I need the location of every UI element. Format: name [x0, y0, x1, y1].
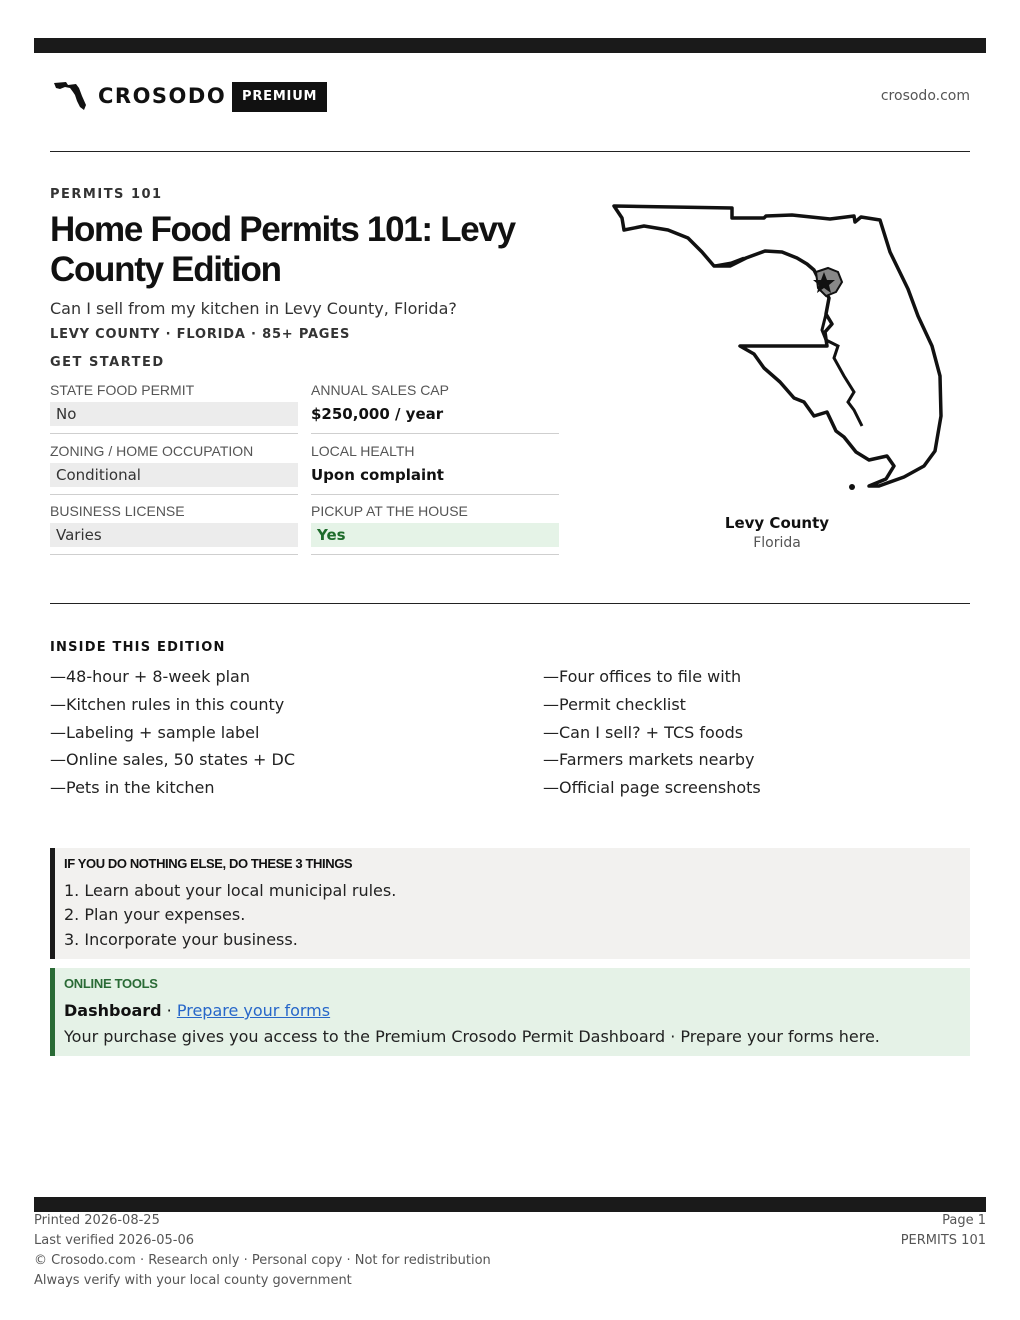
prepare-forms-link[interactable]: Prepare your forms [176, 1001, 331, 1020]
header-divider [50, 151, 970, 152]
callout-heading: IF YOU DO NOTHING ELSE, DO THESE 3 THINGS [64, 856, 353, 871]
fact-label: STATE FOOD PERMIT [50, 382, 195, 398]
online-tools-heading: ONLINE TOOLS [64, 976, 158, 991]
page-subtitle: Can I sell from my kitchen in Levy County, Florida? [50, 299, 457, 318]
florida-map [604, 196, 948, 496]
callout-item: 2. Plan your expenses. [64, 905, 246, 924]
fact-value: Conditional [50, 463, 298, 487]
callout-item: 1. Learn about your local municipal rules. [64, 881, 397, 900]
header [50, 78, 970, 118]
top-bar [34, 38, 986, 53]
florida-outline [614, 206, 941, 486]
contents-list-right [543, 666, 963, 805]
contents-item: —Pets in the kitchen [50, 778, 215, 798]
page-number: Page 1 [942, 1213, 986, 1228]
section-kicker: PERMITS 101 [50, 187, 163, 202]
printed-date: Printed 2026-08-25 [34, 1213, 160, 1228]
contents-item: —Kitchen rules in this county [50, 694, 285, 714]
fact-label: LOCAL HEALTH [311, 443, 415, 459]
callout-item: 3. Incorporate your business. [64, 930, 298, 949]
fact-label: BUSINESS LICENSE [50, 503, 185, 519]
online-tools-callout [50, 968, 970, 1056]
fact-value: Varies [50, 523, 298, 547]
dashboard-label: Dashboard [64, 1001, 162, 1020]
contents-item: —Official page screenshots [543, 778, 761, 798]
inside-heading: INSIDE THIS EDITION [50, 640, 226, 655]
florida-logo-icon [52, 80, 88, 112]
contents-item: —Four offices to file with [543, 667, 742, 686]
fact-value: $250,000 / year [311, 405, 444, 423]
map-state-name: Florida [753, 535, 801, 551]
fact-value: Yes [311, 523, 559, 547]
contents-item: —48-hour + 8-week plan [50, 667, 250, 686]
contents-item: —Permit checklist [543, 694, 686, 714]
contents-item: —Online sales, 50 states + DC [50, 750, 296, 770]
fact-label: ANNUAL SALES CAP [311, 382, 449, 398]
edition-meta: LEVY COUNTY · FLORIDA · 85+ PAGES [50, 327, 351, 342]
premium-badge: PREMIUM [232, 82, 327, 112]
fact-zoning [50, 443, 298, 495]
verified-date: Last verified 2026-05-06 [34, 1233, 194, 1248]
contents-item: —Can I sell? + TCS foods [543, 722, 744, 742]
map-county-name: Levy County [724, 514, 830, 532]
fact-business-license [50, 503, 298, 555]
verify-note: Always verify with your local county government [34, 1273, 352, 1288]
fact-label: ZONING / HOME OCCUPATION [50, 443, 254, 459]
key-west-dot [849, 484, 855, 490]
fact-value: Upon complaint [311, 466, 444, 484]
three-things-callout [50, 848, 970, 959]
fact-pickup [311, 503, 559, 555]
fact-state-food-permit [50, 382, 298, 434]
copyright-notice: © Crosodo.com · Research only · Personal copy · Not for redistribution [34, 1253, 491, 1268]
contents-list-left [50, 666, 470, 805]
dashboard-line [64, 1001, 330, 1020]
separator: · [161, 1001, 177, 1020]
section-divider [50, 603, 970, 604]
contents-item: —Farmers markets nearby [543, 750, 755, 770]
footer-section: PERMITS 101 [900, 1233, 986, 1248]
get-started-heading: GET STARTED [50, 355, 165, 370]
page-title: Home Food Permits 101: Levy County Edition [50, 210, 515, 289]
dashboard-description: Your purchase gives you access to the Premium Crosodo Permit Dashboard · Prepare your forms here. [64, 1027, 880, 1046]
footer-bar [34, 1197, 986, 1212]
fact-local-health [311, 443, 559, 495]
fact-label: PICKUP AT THE HOUSE [311, 503, 468, 519]
brand-name: CROSODO [98, 84, 227, 108]
fact-value: No [50, 402, 298, 426]
contents-item: —Labeling + sample label [50, 722, 260, 742]
fact-annual-sales-cap [311, 382, 559, 434]
site-url[interactable]: crosodo.com [880, 88, 970, 104]
